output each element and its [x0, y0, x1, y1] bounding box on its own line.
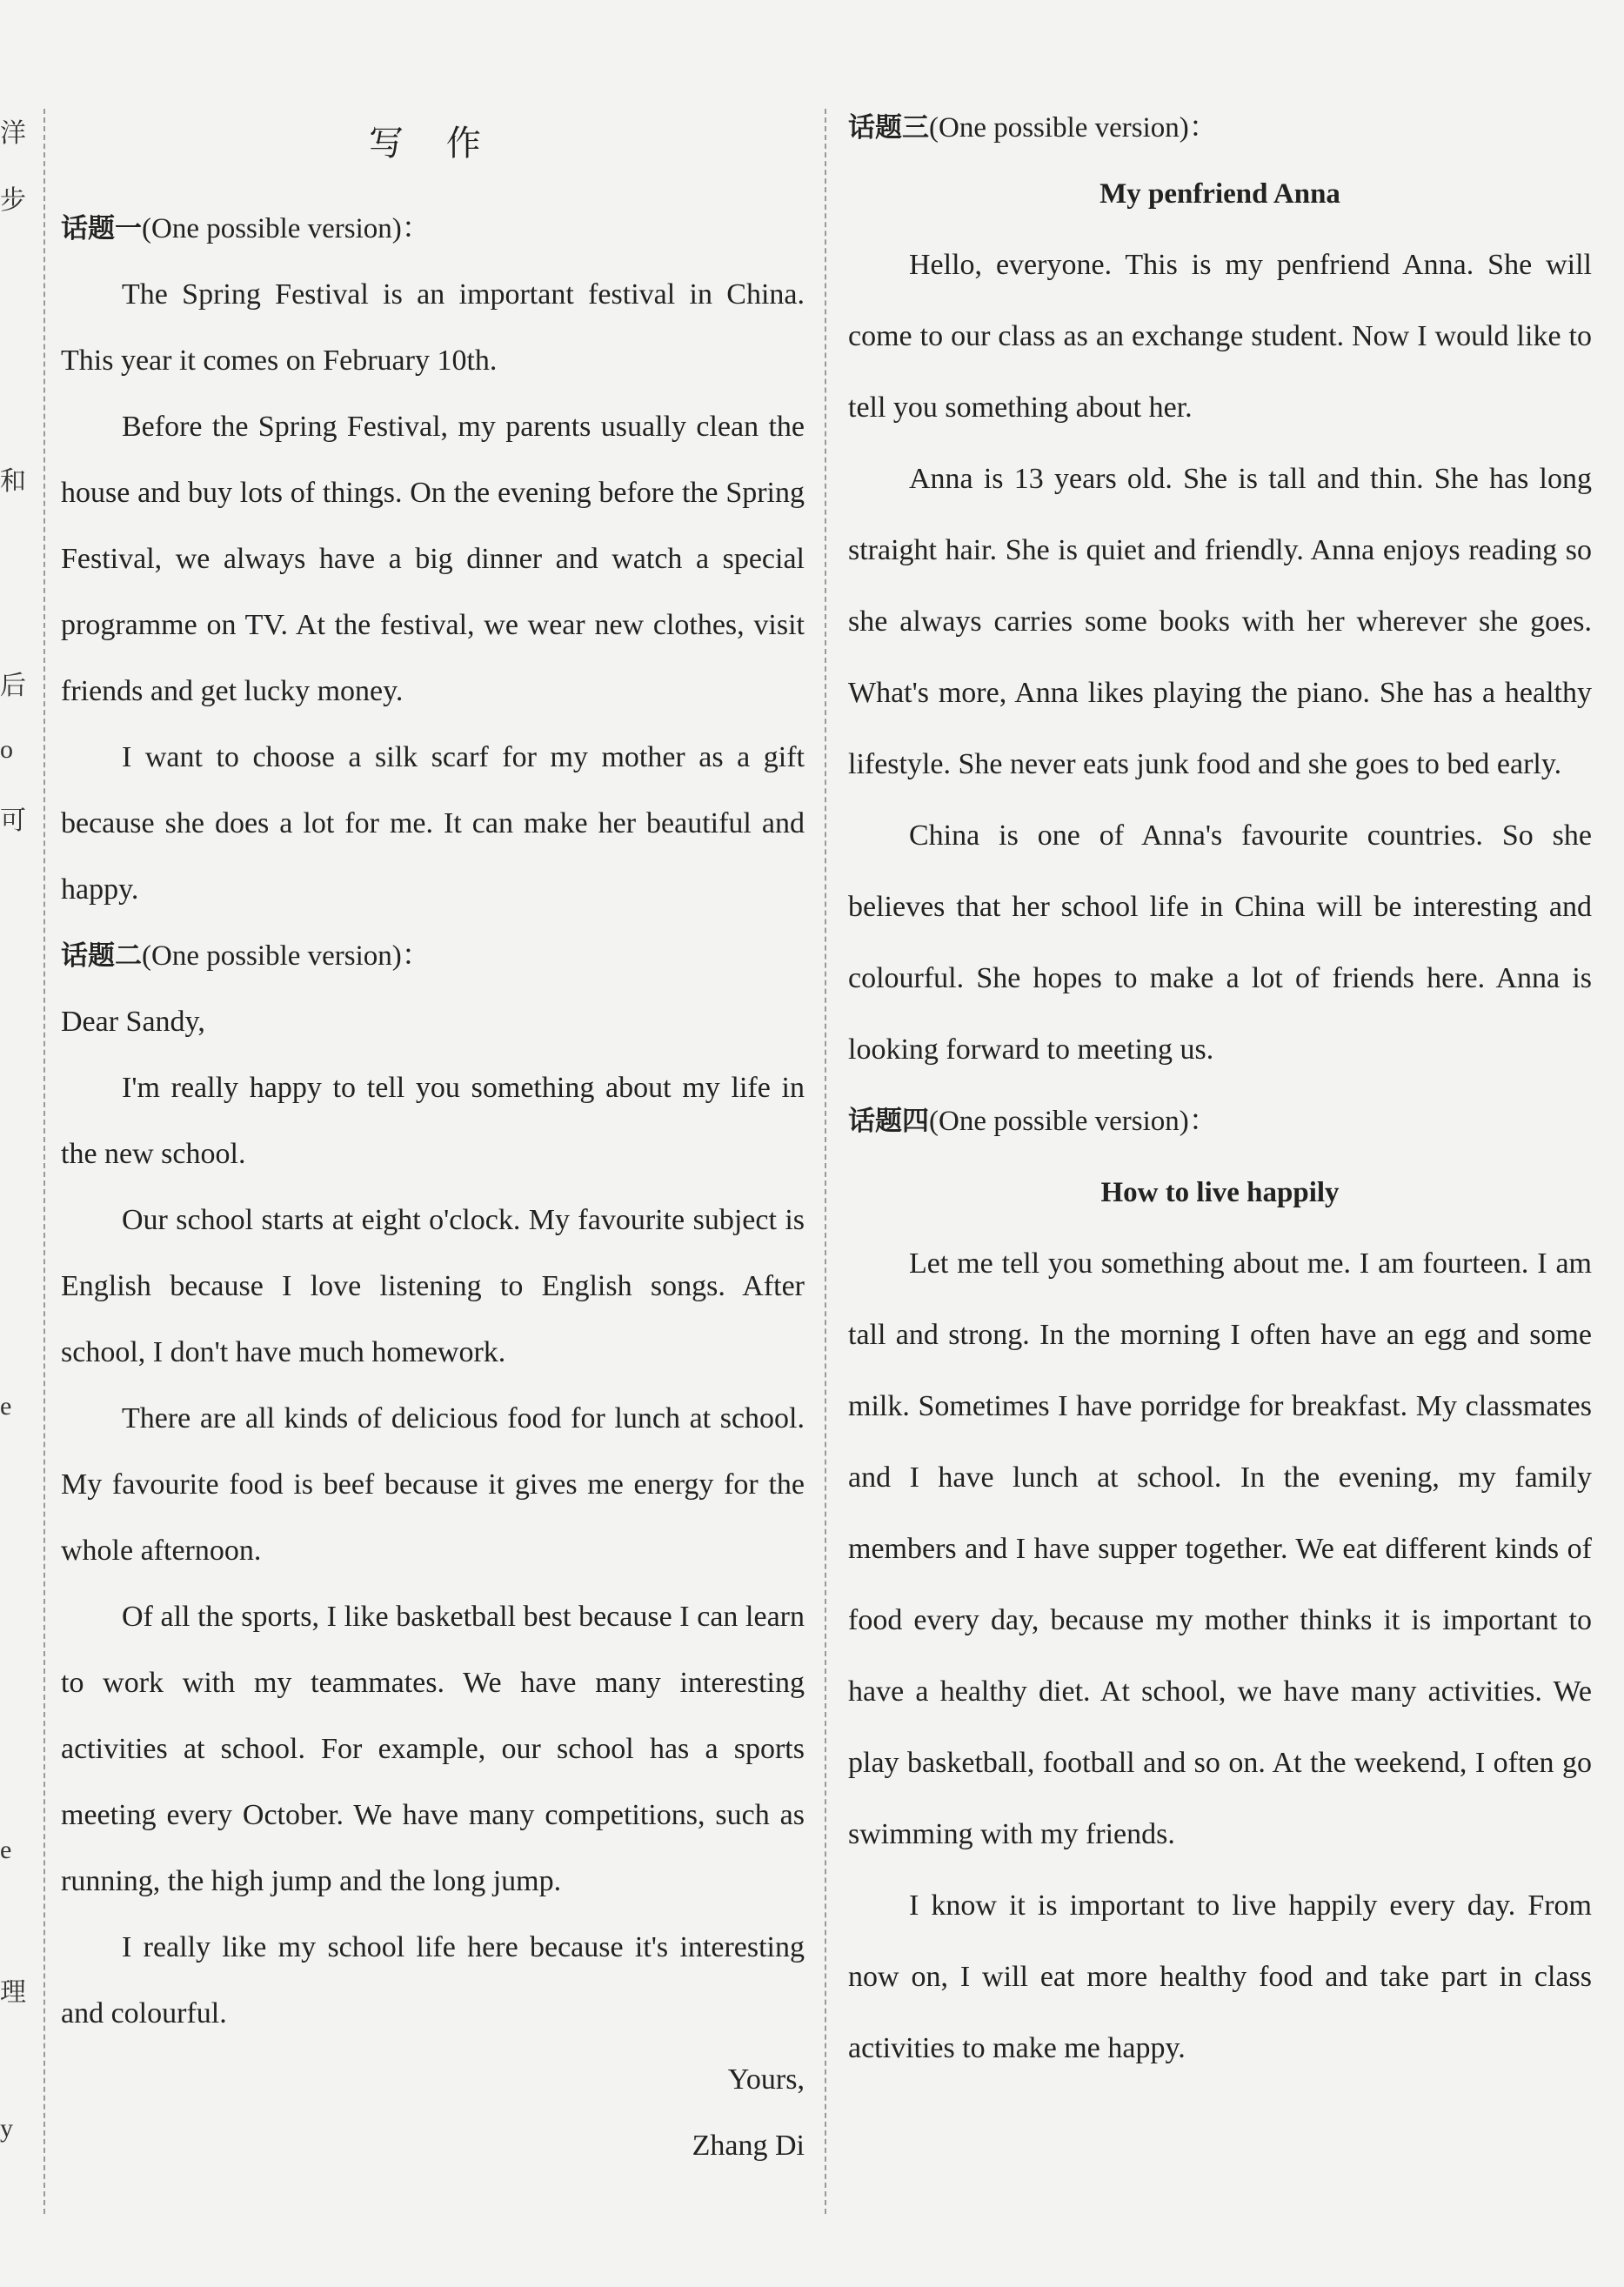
topic4-label: [848, 1086, 1592, 1157]
topic3-paragraph: Hello, everyone. This is my penfriend Anna. She will come to our class as an exchange student. Now I would like to tell you something about her.: [848, 249, 1592, 424]
left-column: [61, 109, 805, 2179]
edge-char: 步: [0, 186, 26, 215]
edge-char: e: [0, 1392, 12, 1421]
right-column: [848, 106, 1592, 2084]
topic3-number: 话题三: [848, 112, 929, 144]
edge-char: 后: [0, 672, 26, 700]
topic3-paragraph: Anna is 13 years old. She is tall and thin. She has long straight hair. She is quiet and friendly. Anna enjoys reading so she always carries some books with her wherever she goes. What's more, Anna likes playing the piano. She has a healthy lifestyle. She never eats junk food and she goes to bed early.: [848, 463, 1592, 780]
topic3-title: My penfriend Anna: [1099, 178, 1340, 210]
topic3-label: [848, 106, 1592, 150]
left-margin-dashed-line: [43, 109, 45, 2214]
topic2-paragraph: I'm really happy to tell you something about my life in the new school.: [61, 1072, 805, 1170]
topic2-paragraph: Of all the sports, I like basketball best because I can learn to work with my teammates. We have many interesting activities at school. For example, our school has a sports meeting every October. We have many competitions, such as running, the high jump and the long jump.: [61, 1601, 805, 1897]
section-heading: 写 作: [369, 124, 497, 164]
left-margin-fragments: [0, 0, 26, 2287]
edge-char: 和: [0, 467, 26, 496]
topic2-paragraph: Our school starts at eight o'clock. My favourite subject is English because I love listening to English songs. After school, I don't have much homework.: [61, 1204, 805, 1368]
letter-signature: Zhang Di: [692, 2130, 805, 2162]
topic2-paragraph: There are all kinds of delicious food for lunch at school. My favourite food is beef because it gives me energy for the whole afternoon.: [61, 1402, 805, 1567]
edge-char: 理: [0, 1978, 26, 2007]
topic3-paragraph: China is one of Anna's favourite countries. So she believes that her school life in China will be interesting and colourful. She hopes to make a lot of friends here. Anna is looking forward to meeting us.: [848, 819, 1592, 1066]
topic2-label: [61, 923, 805, 989]
edge-char: o: [0, 735, 13, 764]
topic4-paragraph: I know it is important to live happily every day. From now on, I will eat more healthy food and take part in class activities to make me happy.: [848, 1889, 1592, 2064]
topic1-label: [61, 196, 805, 262]
topic3-version: (One possible version)：: [929, 112, 1218, 144]
letter-greeting: Dear Sandy,: [61, 1006, 205, 1038]
column-divider: [825, 109, 826, 2214]
topic2-paragraph: I really like my school life here because it's interesting and colourful.: [61, 1931, 805, 2030]
topic1-paragraph: I want to choose a silk scarf for my mother as a gift because she does a lot for me. It can make her beautiful and happy.: [61, 741, 805, 906]
topic4-version: (One possible version)：: [929, 1106, 1218, 1137]
topic2-version: (One possible version)：: [142, 940, 431, 972]
topic4-paragraph: Let me tell you something about me. I am fourteen. I am tall and strong. In the morning I often have an egg and some milk. Sometimes I have porridge for breakfast. My classmates and I have lunch at school. In the evening, my family members and I have supper together. We eat different kinds of food every day, because my mother thinks it is important to have a healthy diet. At school, we have many activities. We play basketball, football and so on. At the weekend, I often go swimming with my friends.: [848, 1247, 1592, 1850]
edge-char: 洋: [0, 119, 26, 148]
topic2-number: 话题二: [61, 940, 142, 972]
letter-closing: Yours,: [727, 2063, 805, 2096]
topic1-paragraph: The Spring Festival is an important festival in China. This year it comes on February 10th.: [61, 278, 805, 377]
topic1-number: 话题一: [61, 213, 142, 244]
topic4-title: How to live happily: [1100, 1177, 1340, 1208]
edge-char: y: [0, 2114, 13, 2143]
topic1-paragraph: Before the Spring Festival, my parents usually clean the house and buy lots of things. On the evening before the Spring Festival, we always have a big dinner and watch a special programme on TV. At the festival, we wear new clothes, visit friends and get lucky money.: [61, 411, 805, 707]
topic1-version: (One possible version)：: [142, 213, 431, 244]
edge-char: e: [0, 1836, 12, 1864]
topic4-number: 话题四: [848, 1106, 929, 1137]
edge-char: 可: [0, 806, 26, 835]
